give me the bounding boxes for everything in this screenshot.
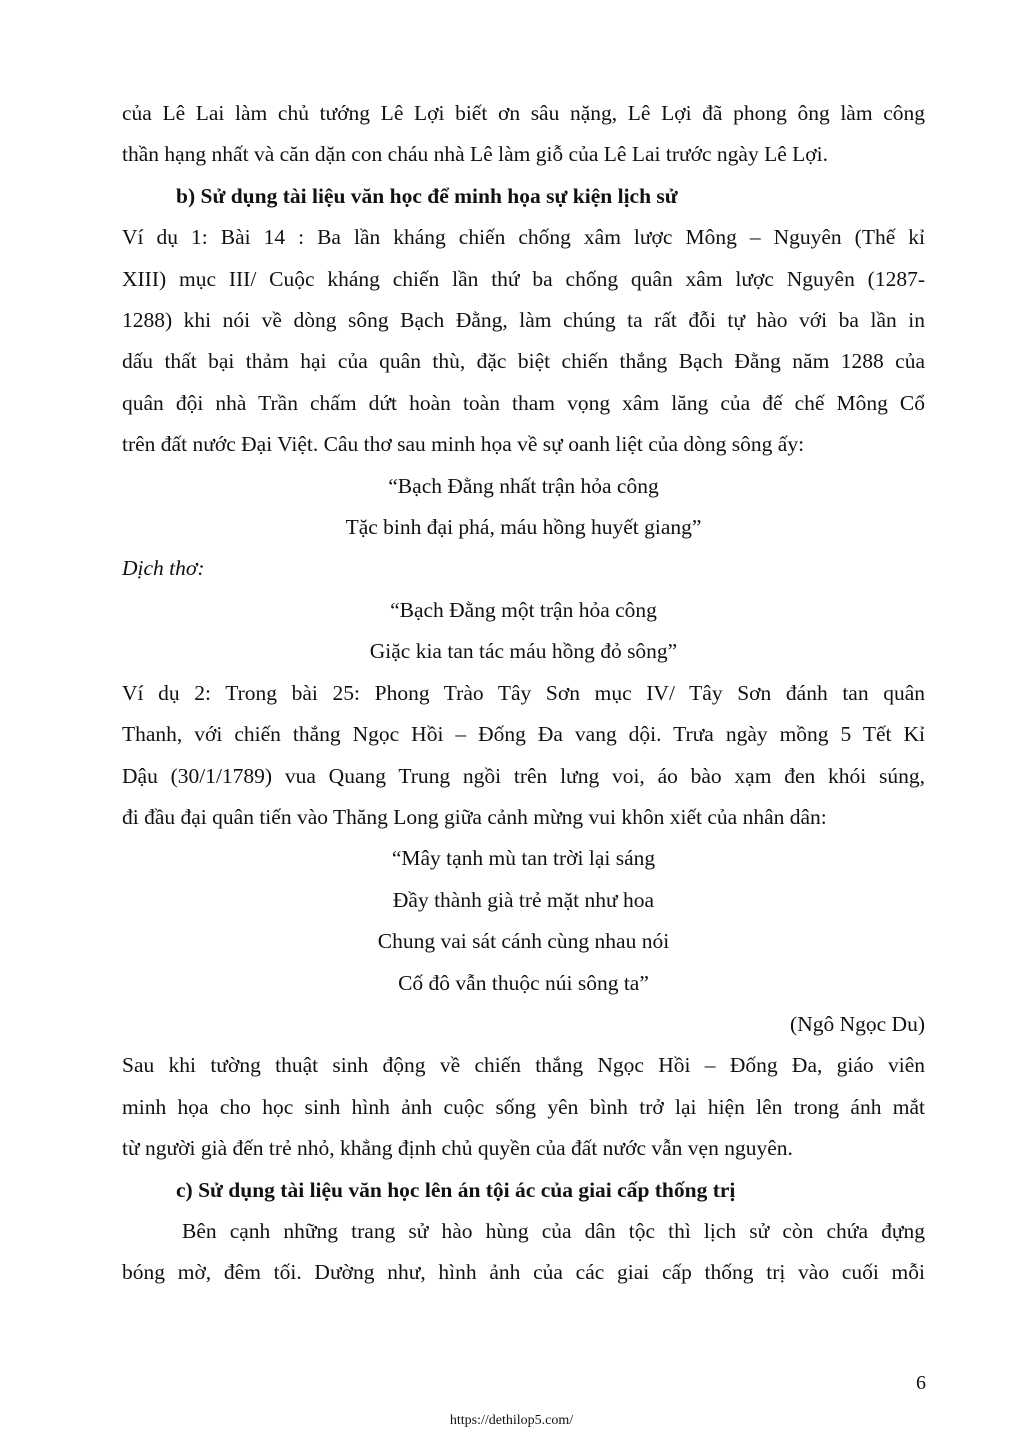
text-line: Thanh, với chiến thắng Ngọc Hồi – Đống Đa vang dội. Trưa ngày mồng 5 Tết Kỉ	[122, 722, 925, 747]
poem-line: Tặc binh đại phá, máu hồng huyết giang”	[345, 515, 702, 540]
poem-translation-line: Giặc kia tan tác máu hồng đỏ sông”	[369, 639, 678, 664]
text-line: Ví dụ 2: Trong bài 25: Phong Trào Tây Sơn mục IV/ Tây Sơn đánh tan quân	[122, 680, 925, 705]
poem-line: Đầy thành già trẻ mặt như hoa	[392, 887, 655, 912]
translation-label: Dịch thơ:	[122, 556, 205, 581]
poem-translation-line: “Bạch Đằng một trận hỏa công	[390, 597, 657, 622]
poem-line: “Bạch Đằng nhất trận hỏa công	[388, 473, 659, 498]
text-line: thần hạng nhất và căn dặn con cháu nhà Lê làm giỗ của Lê Lai trước ngày Lê Lợi.	[122, 142, 828, 167]
page-number: 6	[916, 1372, 926, 1394]
text-line: đi đầu đại quân tiến vào Thăng Long giữa cảnh mừng vui khôn xiết của nhân dân:	[122, 804, 827, 829]
text-line: bóng mờ, đêm tối. Dường như, hình ảnh của các giai cấp thống trị vào cuối mỗi	[122, 1260, 925, 1285]
paragraph-last	[122, 1211, 925, 1294]
paragraph-example-2	[122, 673, 925, 839]
text-line: XIII) mục III/ Cuộc kháng chiến lần thứ ba chống quân xâm lược Nguyên (1287-	[122, 266, 925, 291]
text-line: quân đội nhà Trần chấm dứt hoàn toàn tham vọng xâm lăng của đế chế Mông Cổ	[122, 390, 925, 415]
footer-url: https://dethilop5.com/	[449, 1413, 574, 1428]
text-line: từ người già đến trẻ nhỏ, khẳng định chủ quyền của đất nước vẫn vẹn nguyên.	[122, 1136, 793, 1161]
text-line: minh họa cho học sinh hình ảnh cuộc sống yên bình trở lại hiện lên trong ánh mắt	[122, 1094, 925, 1119]
poem-line: Chung vai sát cánh cùng nhau nói	[377, 929, 670, 954]
text-line: Sau khi tường thuật sinh động về chiến thắng Ngọc Hồi – Đống Đa, giáo viên	[122, 1053, 925, 1078]
text-line: 1288) khi nói về dòng sông Bạch Đằng, làm chúng ta rất đỗi tự hào với ba lần in	[122, 308, 925, 333]
paragraph-le-lai	[122, 93, 925, 176]
text-line: của Lê Lai làm chủ tướng Lê Lợi biết ơn sâu nặng, Lê Lợi đã phong ông làm công	[122, 101, 925, 125]
text-line: Ví dụ 1: Bài 14 : Ba lần kháng chiến chống xâm lược Mông – Nguyên (Thế kỉ	[122, 225, 925, 250]
text-line: Dậu (30/1/1789) vua Quang Trung ngồi trên lưng voi, áo bào xạm đen khói súng,	[122, 763, 925, 788]
poem-line: Cố đô vẫn thuộc núi sông ta”	[398, 970, 649, 995]
poem-author: (Ngô Ngọc Du)	[790, 1011, 925, 1036]
paragraph-after-poem	[122, 1045, 925, 1169]
paragraph-example-1	[122, 217, 925, 465]
section-heading-c: c) Sử dụng tài liệu văn học lên án tội ác của giai cấp thống trị	[176, 1177, 736, 1202]
text-line: Bên cạnh những trang sử hào hùng của dân tộc thì lịch sử còn chứa đựng	[182, 1218, 925, 1243]
document-page	[122, 93, 925, 1294]
text-line: dấu thất bại thảm hại của quân thù, đặc biệt chiến thắng Bạch Đằng năm 1288 của	[122, 349, 925, 374]
text-line: trên đất nước Đại Việt. Câu thơ sau minh họa về sự oanh liệt của dòng sông ấy:	[122, 432, 805, 457]
section-heading-b: b) Sử dụng tài liệu văn học để minh họa sự kiện lịch sử	[176, 183, 678, 208]
poem-line: “Mây tạnh mù tan trời lại sáng	[391, 846, 656, 871]
